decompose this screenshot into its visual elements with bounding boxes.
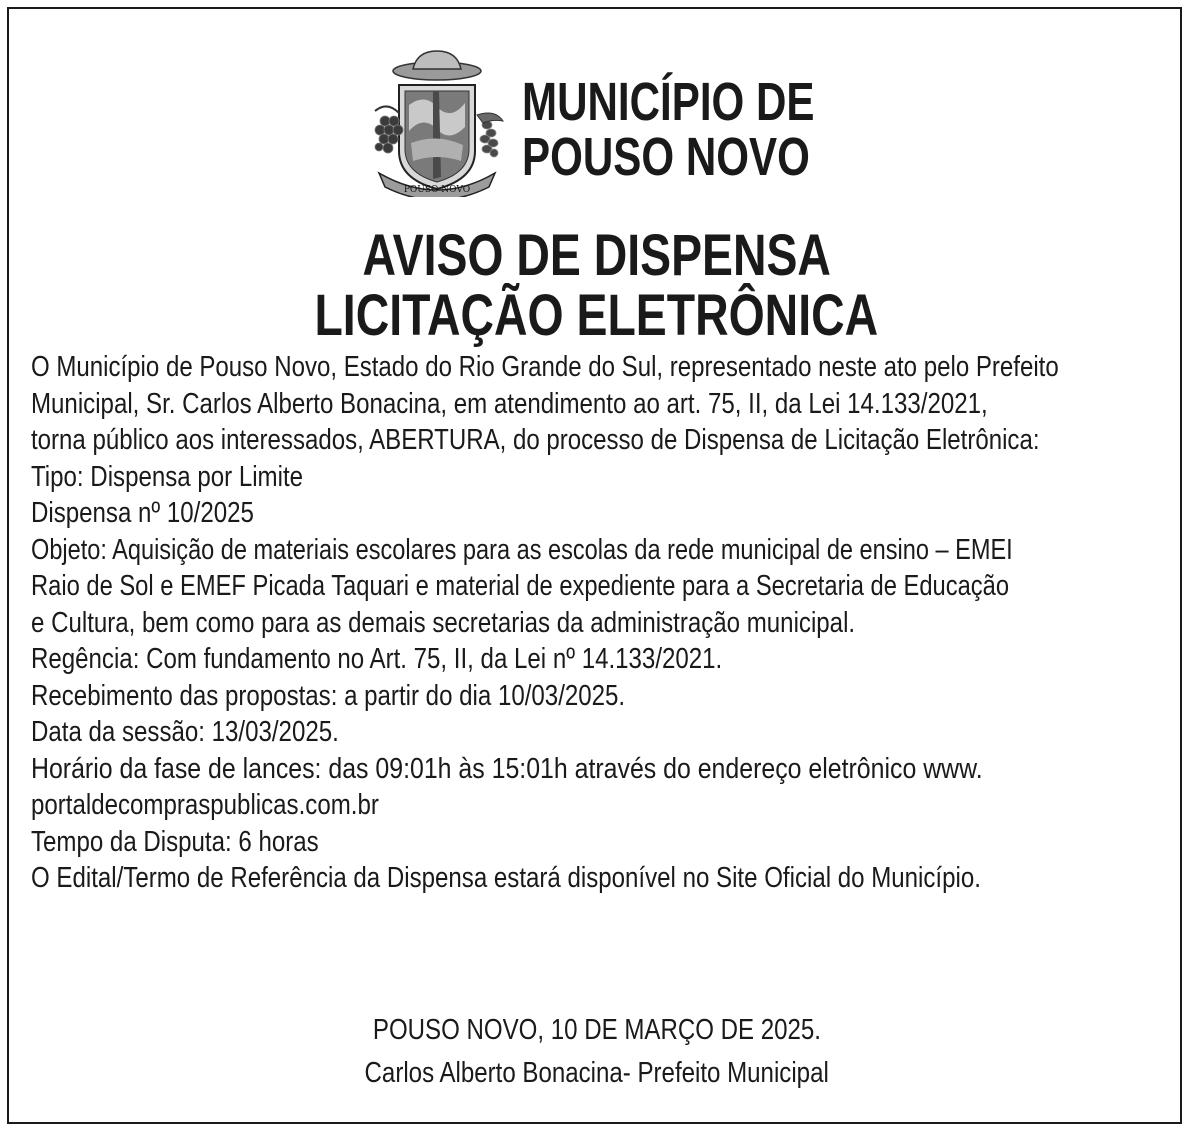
place-date-line [0,1014,1193,1047]
coat-of-arms-icon [365,47,510,197]
horario-line-1: Horário da fase de lances: das 09:01h às 15:01h através do endereço eletrônico www. [31,752,983,785]
notice-body [31,349,1163,897]
tempo-disputa-line: Tempo da Disputa: 6 horas [31,825,319,858]
crest-banner-text: POUSO NOVO [403,185,471,195]
signature-text: Carlos Alberto Bonacina- Prefeito Municipal [364,1057,829,1089]
notice-title-text-2: LICITAÇÃO ELETRÔNICA [314,283,879,348]
intro-line-2-text: Municipal, Sr. Carlos Alberto Bonacina, em atendimento ao art. 75, II, da Lei 14.133/2021, [31,387,988,420]
regencia-line: Regência: Com fundamento no Art. 75, II, da Lei nº 14.133/2021. [31,643,723,675]
municipality-line-1: MUNICÍPIO DE [522,72,815,132]
objeto-line-3: e Cultura, bem como para as demais secretarias da administração municipal. [31,606,856,639]
intro-line-3: torna público aos interessados, ABERTURA, do processo de Dispensa de Licitação Eletrônica: [31,424,1040,456]
intro-line-1: O Município de Pouso Novo, Estado do Rio Grande do Sul, representado neste ato pelo Prefeito [31,351,1059,383]
notice-title-line-2 [0,285,1193,347]
place-date-text: POUSO NOVO, 10 DE MARÇO DE 2025. [372,1014,821,1046]
intro-line-2 [31,386,1163,423]
edital-line: O Edital/Termo de Referência da Dispensa estará disponível no Site Oficial do Município. [31,862,981,894]
signature-line [0,1057,1193,1090]
notice-title-text-1: AVISO DE DISPENSA [362,223,831,288]
objeto-line-1: Objeto: Aquisição de materiais escolares para as escolas da rede municipal de ensino – EMEI [31,533,1013,566]
dispensa-number-line: Dispensa nº 10/2025 [31,497,254,529]
recebimento-line: Recebimento das propostas: a partir do dia 10/03/2025. [31,679,626,712]
horario-line-2: portaldecompraspublicas.com.br [31,789,379,821]
municipality-name [522,72,815,187]
objeto-line-2: Raio de Sol e EMEF Picada Taquari e material de expediente para a Secretaria de Educação [31,570,1010,602]
notice-header [365,45,845,195]
notice-title-line-1 [0,225,1193,287]
municipality-line-2: POUSO NOVO [522,127,810,187]
tipo-line: Tipo: Dispensa por Limite [31,460,304,493]
data-sessao-line: Data da sessão: 13/03/2025. [31,716,339,748]
